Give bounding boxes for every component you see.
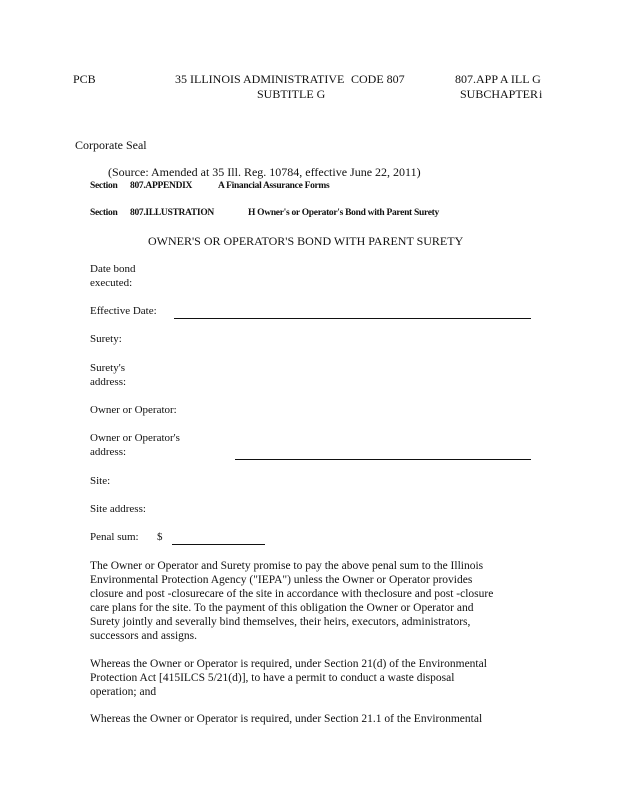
form-title: OWNER'S OR OPERATOR'S BOND WITH PARENT SURETY — [148, 234, 464, 248]
owner-operator-address-label: Owner or Operator's — [90, 432, 180, 444]
paragraph-line: Environmental Protection Agency ("IEPA") unless the Owner or Operator provides — [90, 574, 473, 586]
header-title-line2: SUBTITLE G — [257, 87, 326, 101]
paragraph-line: successors and assigns. — [90, 630, 197, 642]
site-address-label: Site address: — [90, 503, 146, 515]
section-appendix-label: Section — [90, 181, 118, 191]
paragraph-promise — [90, 559, 493, 643]
owner-operator-address-line[interactable] — [235, 459, 531, 460]
surety-label: Surety: — [90, 333, 122, 345]
paragraph-line: operation; and — [90, 686, 157, 698]
owner-operator-address-label-2: address: — [90, 446, 127, 458]
section-appendix-title: A Financial Assurance Forms — [218, 181, 330, 191]
paragraph-line: Whereas the Owner or Operator is required, under Section 21(d) of the Environmental — [90, 658, 487, 670]
paragraph-line: Surety jointly and severally bind themselves, their heirs, executors, administrators, — [90, 616, 471, 628]
effective-date-line[interactable] — [174, 318, 531, 319]
section-illustration-label: Section — [90, 208, 118, 218]
paragraph-whereas-permit — [90, 657, 487, 699]
paragraph-line: Protection Act [415ILCS 5/21(d)], to have a permit to conduct a waste disposal — [90, 672, 455, 684]
header-right-line1: 807.APP A ILL G — [455, 72, 541, 86]
header-right-suffix: i — [539, 87, 543, 101]
paragraph-whereas-assurance — [90, 712, 482, 726]
effective-date-label: Effective Date: — [90, 305, 157, 317]
header-code: CODE 807 — [351, 72, 405, 86]
paragraph-line: closure and post -closurecare of the site in accordance with theclosure and post -closure — [90, 588, 494, 600]
section-illustration-number: 807.ILLUSTRATION — [130, 208, 214, 218]
paragraph-line: Whereas the Owner or Operator is required, under Section 21.1 of the Environmental — [90, 713, 483, 725]
paragraph-line: care plans for the site. To the payment of this obligation the Owner or Operator and — [90, 602, 474, 614]
owner-operator-label: Owner or Operator: — [90, 404, 177, 416]
surety-address-label-2: address: — [90, 376, 127, 388]
date-bond-executed-label: Date bond — [90, 263, 136, 275]
penal-sum-label: Penal sum: — [90, 531, 139, 543]
header-right-line2: SUBCHAPTER — [460, 87, 539, 101]
source-note: (Source: Amended at 35 Ill. Reg. 10784, effective June 22, 2011) — [108, 165, 421, 179]
section-illustration-title: H Owner's or Operator's Bond with Parent Surety — [248, 208, 439, 218]
corporate-seal-label: Corporate Seal — [75, 138, 147, 152]
surety-address-label: Surety's — [90, 362, 125, 374]
paragraph-line: The Owner or Operator and Surety promise to pay the above penal sum to the Illinois — [90, 560, 484, 572]
date-bond-executed-label-2: executed: — [90, 277, 133, 289]
currency-symbol: $ — [157, 531, 163, 543]
header-agency: PCB — [73, 72, 96, 86]
header-title-line1: 35 ILLINOIS ADMINISTRATIVE — [175, 72, 345, 86]
penal-sum-line[interactable] — [172, 544, 265, 545]
site-label: Site: — [90, 475, 111, 487]
section-appendix-number: 807.APPENDIX — [130, 181, 193, 191]
